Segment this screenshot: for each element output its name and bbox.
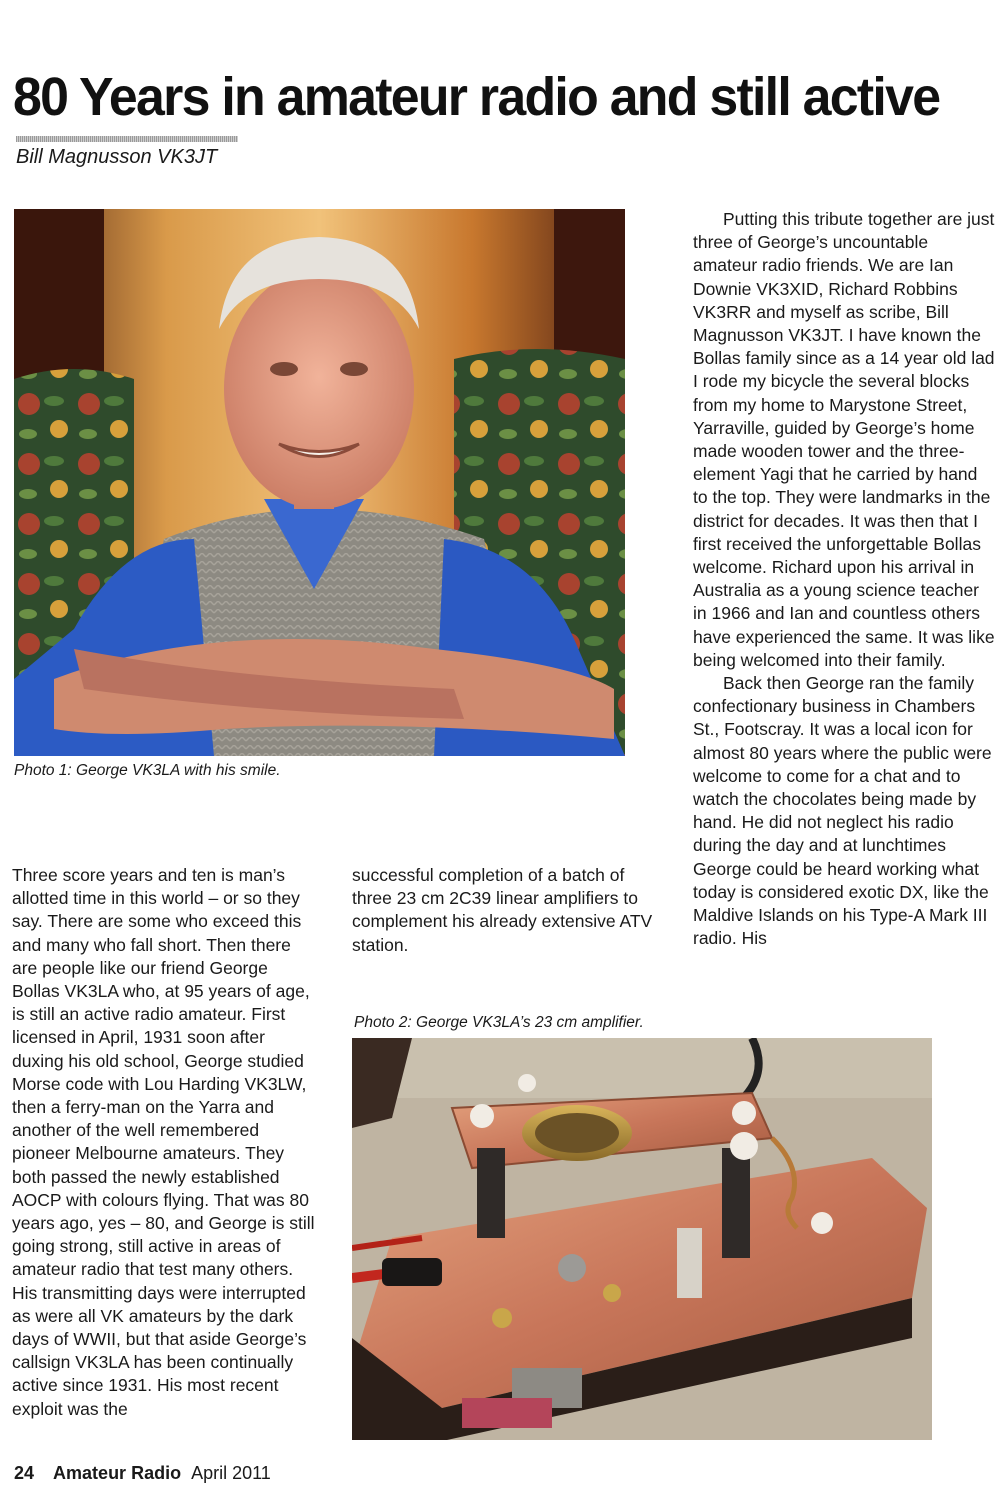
right-column-paragraph-1: Putting this tribute together are just three of George’s uncountable amateur radio friends. We are Ian Downie VK3XID, Richard Robbins VK3RR and myself as scribe, Bill Magnusson VK3JT. I have known the Bollas family since as a 14 year old lad I rode my bicycle the several blocks from my home to Marystone Street, Yarraville, guided by George’s home made wooden tower and the three-element Yagi that he carried by hand to the top. They were landmarks in the district for decades. It was then that I first received the unforgettable Bollas welcome. Richard upon his arrival in Australia as a young science teacher in 1966 and Ian and countless others have experienced the same. It was like being welcomed into their family. [693,209,995,670]
photo2-caption: Photo 2: George VK3LA’s 23 cm amplifier. [354,1014,644,1031]
amplifier-image [352,1038,932,1440]
right-column-paragraph-2: Back then George ran the family confectionary business in Chambers St., Footscray. It was a local icon for almost 80 years where the public were welcome to come for a chat and to watch the chocolates being made by hand. He did not neglect his radio during the day and at lunchtimes George could be heard working what today is considered exotic DX, like the Maldive Islands on his Type-A Mark III radio. His [693,673,992,949]
right-column [693,208,995,951]
photo-amplifier [352,1038,932,1440]
issue-date: April 2011 [191,1463,271,1483]
photo1-caption: Photo 1: George VK3LA with his smile. [14,762,281,779]
left-column-paragraph: Three score years and ten is man’s allotted time in this world – or so they say. There are some who exceed this and many who fall short. Then there are people like our friend George Bollas VK3LA who, at 95 years of age, is still an active radio amateur. First licensed in April, 1931 soon after duxing his old school, George studied Morse code with Lou Harding VK3LW, then a ferry-man on the Yarra and another of the well remembered pioneer Melbourne amateurs. They both passed the newly established AOCP with colours flying. That was 80 years ago, yes – 80, and George is still going strong, still active in areas of amateur radio that test many others. His transmitting days were interrupted as were all VK amateurs by the dark days of WWII, but that aside George’s callsign VK3LA has been continually active since 1931. His most recent exploit was the [12,865,315,1419]
middle-column-paragraph: successful completion of a batch of three 23 cm 2C39 linear amplifiers to complement his already extensive ATV station. [352,865,653,955]
article-byline: Bill Magnusson VK3JT [16,146,218,168]
article-title: 80 Years in amateur radio and still active [13,67,940,127]
page-number: 24 [14,1463,35,1483]
top-margin [0,0,1000,58]
magazine-name: Amateur Radio [53,1463,182,1483]
left-column [12,864,318,1421]
portrait-image [14,209,625,756]
middle-column [352,864,657,957]
page-footer [14,1463,271,1484]
photo-george-portrait [14,209,625,756]
title-rule [16,136,238,142]
